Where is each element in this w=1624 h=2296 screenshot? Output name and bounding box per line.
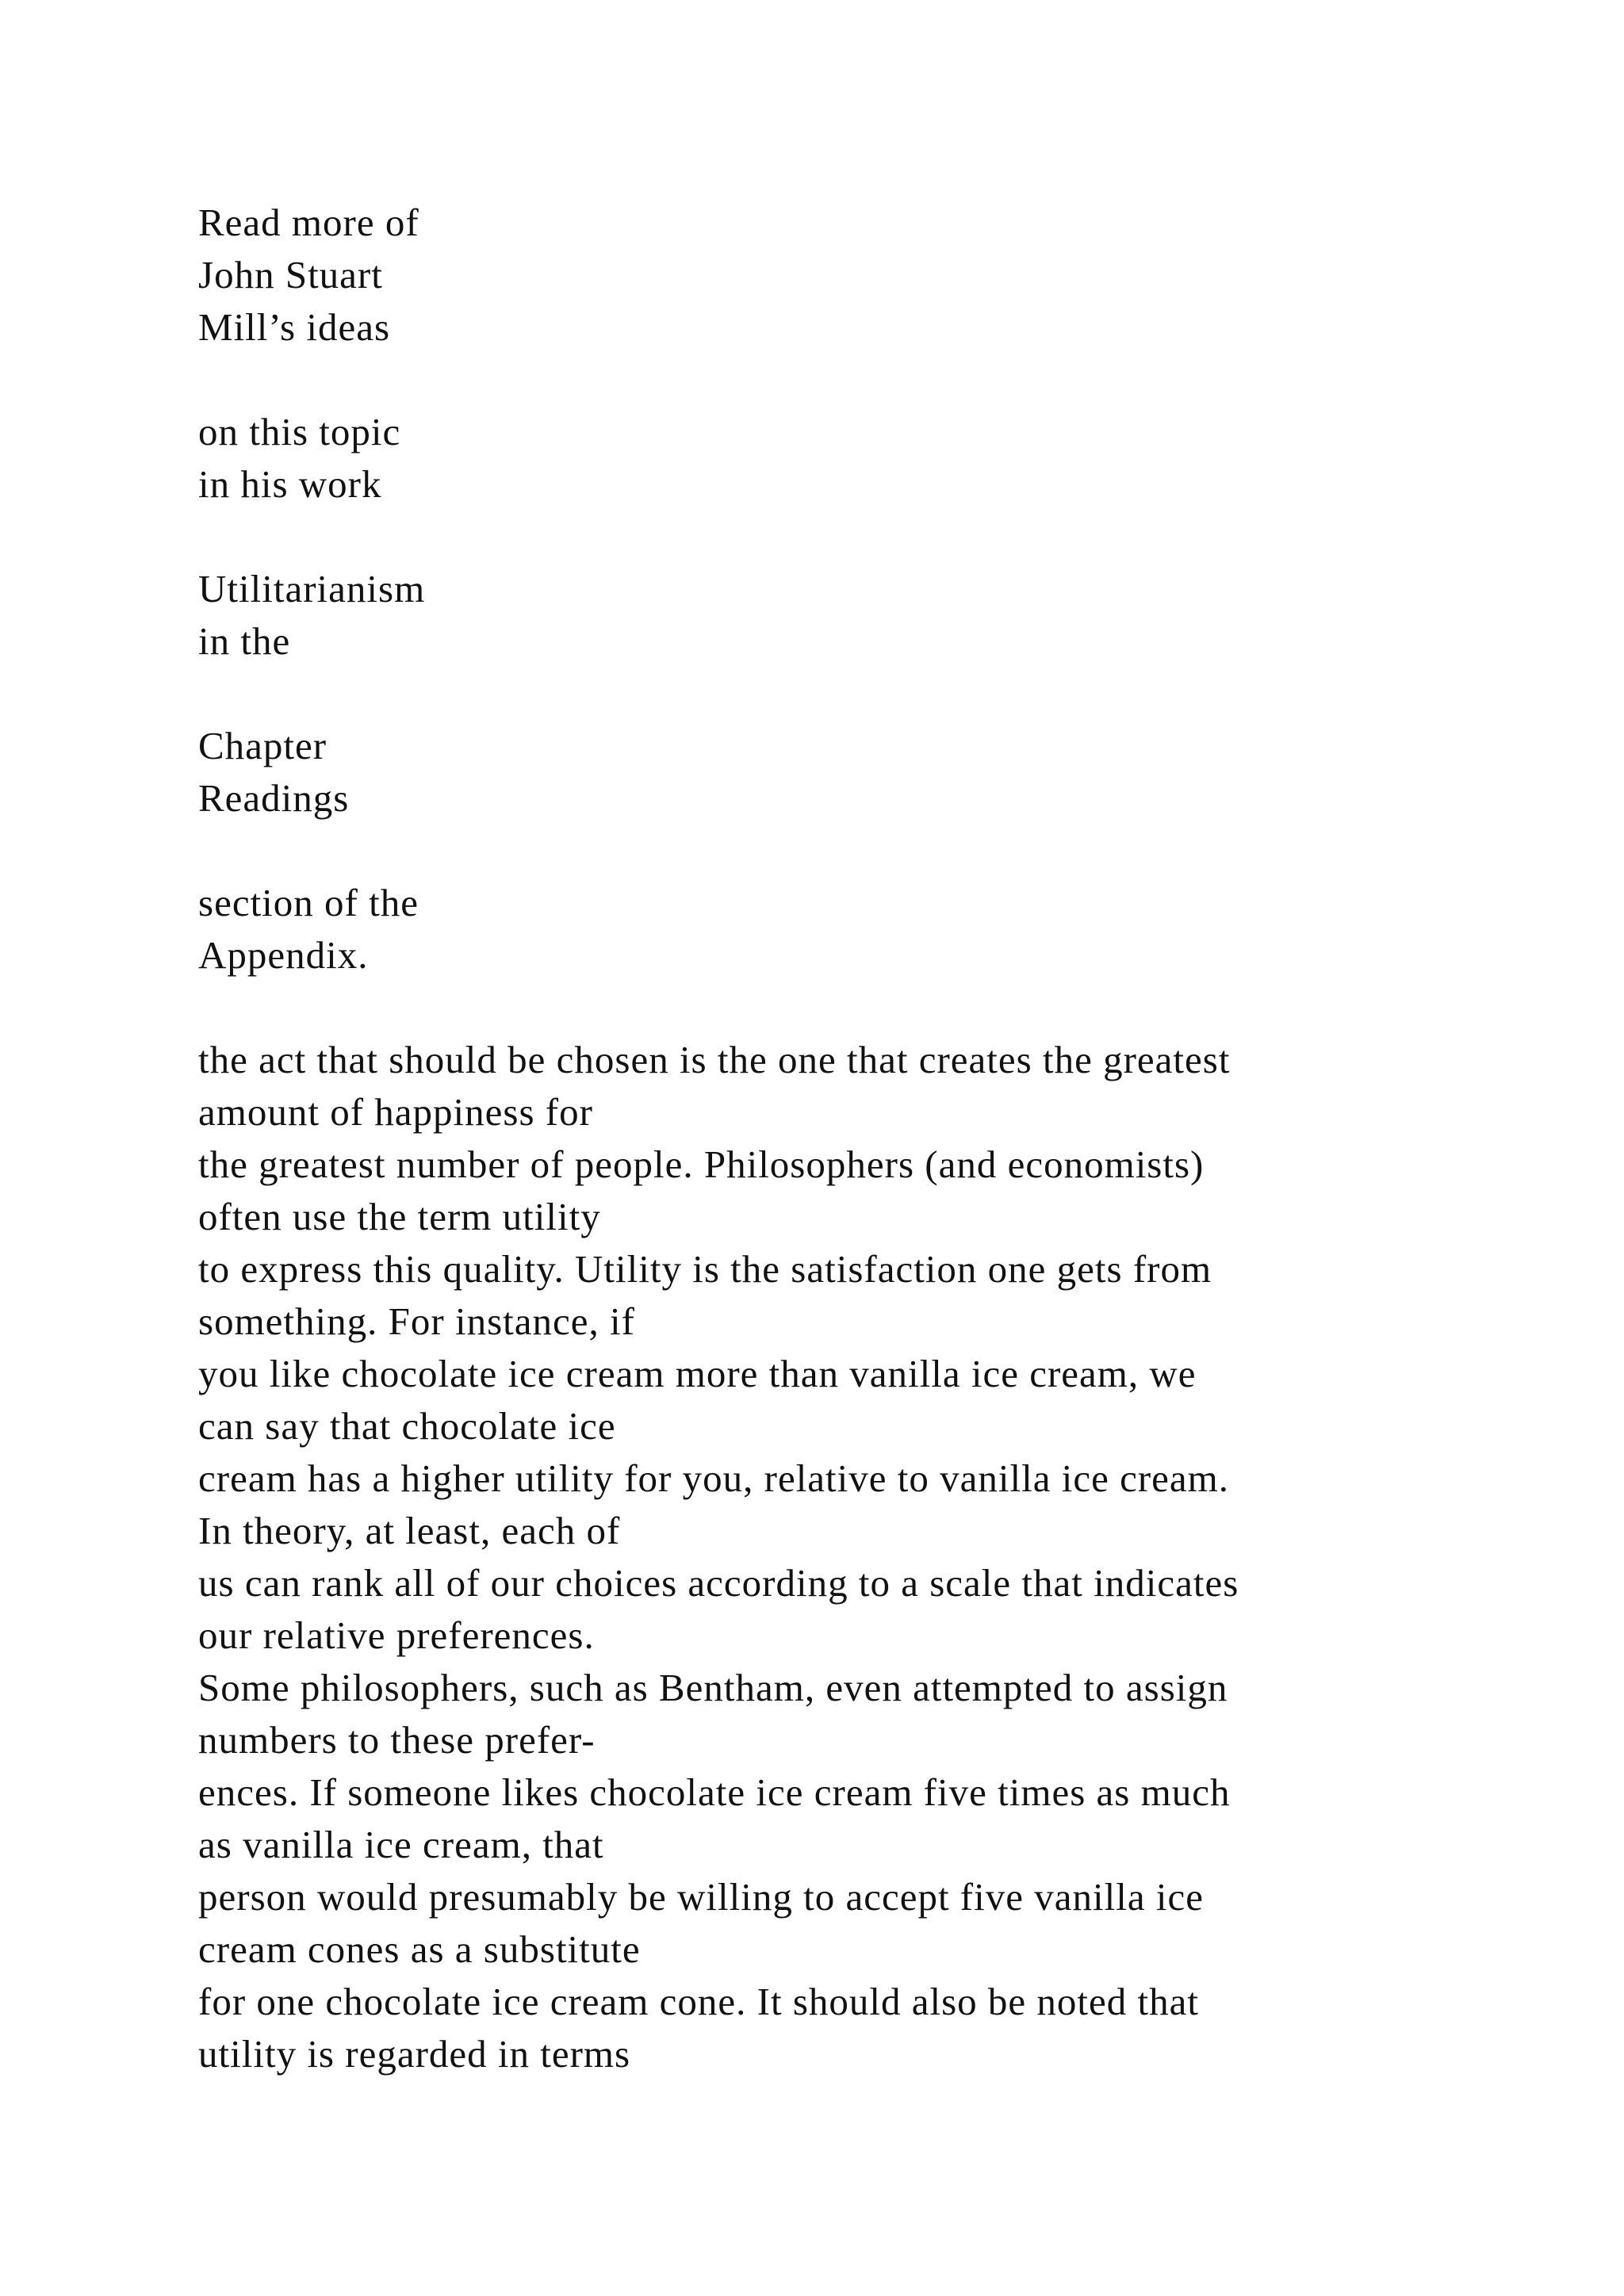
sidebar-line: John Stuart [198, 253, 383, 297]
body-line: amount of happiness for [198, 1090, 593, 1134]
sidebar-line: Mill’s ideas [198, 305, 391, 349]
sidebar-line: Appendix. [198, 933, 369, 977]
body-line: you like chocolate ice cream more than vanilla ice cream, we [198, 1352, 1197, 1395]
body-line: ences. If someone likes chocolate ice cream five times as much [198, 1770, 1231, 1814]
body-line: often use the term utility [198, 1195, 601, 1238]
body-line: our relative preferences. [198, 1613, 595, 1657]
sidebar-line: Utilitarianism [198, 567, 426, 610]
body-line: cream has a higher utility for you, relative to vanilla ice cream. [198, 1456, 1230, 1500]
sidebar-spacer [198, 668, 1546, 720]
sidebar-line: in his work [198, 462, 382, 506]
body-line: as vanilla ice cream, that [198, 1823, 604, 1866]
body-line: utility is regarded in terms [198, 2032, 631, 2076]
sidebar-spacer [198, 825, 1546, 877]
body-line: cream cones as a substitute [198, 1927, 641, 1971]
sidebar-line: on this topic [198, 410, 401, 453]
sidebar-line: section of the [198, 881, 419, 924]
sidebar-spacer [198, 354, 1546, 406]
body-line: person would presumably be willing to accept five vanilla ice [198, 1875, 1204, 1919]
text-column [198, 197, 1546, 2080]
sidebar-line: Chapter [198, 724, 327, 767]
sidebar-note [198, 197, 1546, 982]
body-line: can say that chocolate ice [198, 1404, 616, 1448]
body-line: the greatest number of people. Philosophers (and economists) [198, 1142, 1205, 1186]
body-paragraph [198, 1034, 1546, 2080]
body-line: In theory, at least, each of [198, 1509, 621, 1552]
body-line: numbers to these prefer- [198, 1718, 596, 1762]
body-line: something. For instance, if [198, 1299, 635, 1343]
sidebar-line: Read more of [198, 201, 419, 244]
sidebar-line: Readings [198, 776, 350, 820]
body-line: the act that should be chosen is the one that creates the greatest [198, 1038, 1231, 1081]
body-line: us can rank all of our choices according to a scale that indicates [198, 1561, 1239, 1605]
body-line: to express this quality. Utility is the satisfaction one gets from [198, 1247, 1212, 1291]
body-line: for one chocolate ice cream cone. It should also be noted that [198, 1980, 1200, 2023]
body-line: Some philosophers, such as Bentham, even attempted to assign [198, 1666, 1228, 1709]
sidebar-line: in the [198, 619, 291, 663]
section-spacer [198, 982, 1546, 1034]
sidebar-spacer [198, 511, 1546, 563]
